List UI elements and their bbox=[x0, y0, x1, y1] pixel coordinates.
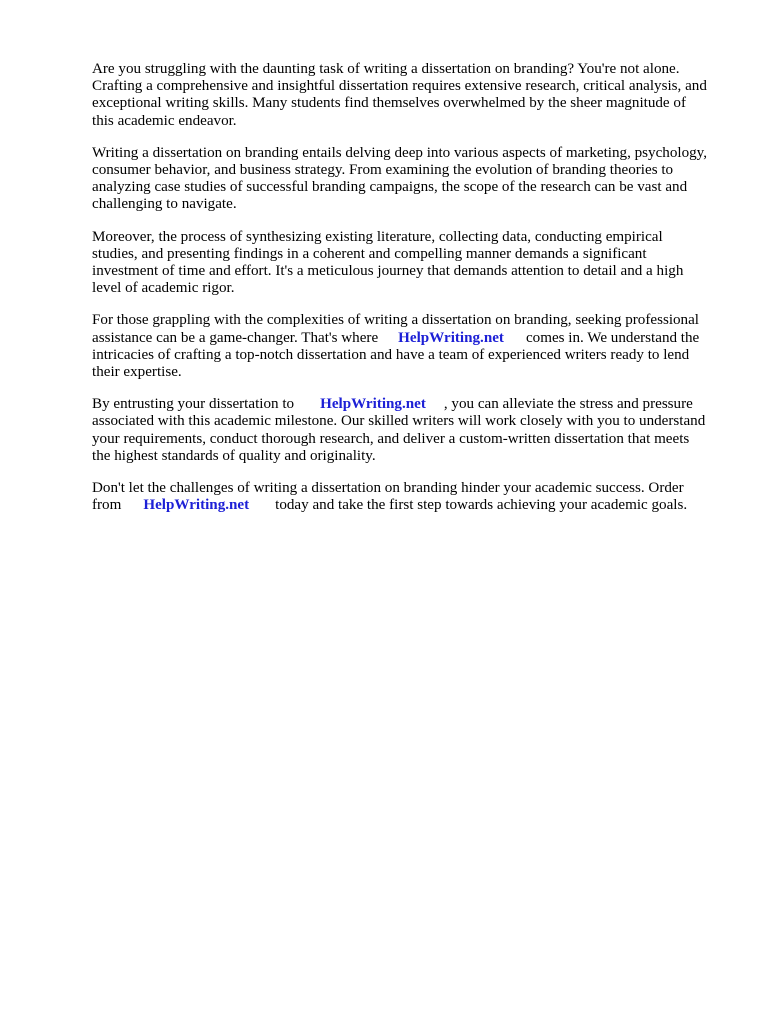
text-fragment: today and take the first step towards achieving your academic goals. bbox=[275, 497, 688, 514]
text-line-with-link bbox=[92, 330, 732, 347]
text-line: For those grappling with the complexities of writing a dissertation on branding, seeking professional bbox=[92, 312, 699, 329]
text-line: Don't let the challenges of writing a dissertation on branding hinder your academic success. Order bbox=[92, 480, 684, 497]
text-line: their expertise. bbox=[92, 364, 182, 381]
text-line: Writing a dissertation on branding entails delving deep into various aspects of marketing, psychology, bbox=[92, 144, 708, 161]
text-line: analyzing case studies of successful branding campaigns, the scope of the research can be vast and bbox=[92, 179, 688, 196]
text-fragment: , you can alleviate the stress and pressure bbox=[443, 396, 693, 413]
paragraph-intro bbox=[92, 61, 732, 130]
text-line: level of academic rigor. bbox=[92, 280, 235, 297]
text-line: exceptional writing skills. Many students find themselves overwhelmed by the sheer magnitude of bbox=[92, 95, 686, 112]
paragraph-scope bbox=[92, 145, 732, 214]
text-line: investment of time and effort. It's a meticulous journey that demands attention to detail and a high bbox=[92, 263, 684, 280]
text-line: associated with this academic milestone. Our skilled writers will work closely with you to understand bbox=[92, 413, 706, 430]
text-line: Moreover, the process of synthesizing existing literature, collecting data, conducting empirical bbox=[92, 228, 663, 245]
document-page bbox=[92, 61, 732, 529]
text-line: consumer behavior, and business strategy. From examining the evolution of branding theories to bbox=[92, 162, 674, 179]
text-line: Crafting a comprehensive and insightful dissertation requires extensive research, critical analysis, and bbox=[92, 78, 707, 95]
text-line-with-link bbox=[92, 497, 732, 514]
helpwriting-link[interactable]: HelpWriting.net bbox=[398, 329, 504, 346]
text-line: the highest standards of quality and originality. bbox=[92, 447, 376, 464]
text-fragment: assistance can be a game-changer. That's where bbox=[92, 329, 379, 346]
text-line: your requirements, conduct thorough research, and deliver a custom-written dissertation that meets bbox=[92, 430, 690, 447]
helpwriting-link[interactable]: HelpWriting.net bbox=[320, 396, 426, 413]
text-line: challenging to navigate. bbox=[92, 196, 237, 213]
text-line-with-link bbox=[92, 396, 732, 413]
helpwriting-link[interactable]: HelpWriting.net bbox=[143, 497, 250, 514]
text-line: this academic endeavor. bbox=[92, 112, 237, 129]
paragraph-order bbox=[92, 480, 732, 514]
paragraph-assistance bbox=[92, 312, 732, 381]
text-line: studies, and presenting findings in a coherent and compelling manner demands a significant bbox=[92, 245, 647, 262]
text-line: Are you struggling with the daunting task of writing a dissertation on branding? You're not alone. bbox=[92, 61, 680, 77]
paragraph-entrusting bbox=[92, 396, 732, 465]
text-fragment: from bbox=[92, 497, 122, 514]
paragraph-process bbox=[92, 229, 732, 298]
text-fragment: comes in. We understand the bbox=[525, 329, 700, 346]
text-line: intricacies of crafting a top-notch dissertation and have a team of experienced writers ready to lend bbox=[92, 346, 690, 363]
text-fragment: By entrusting your dissertation to bbox=[92, 396, 295, 413]
